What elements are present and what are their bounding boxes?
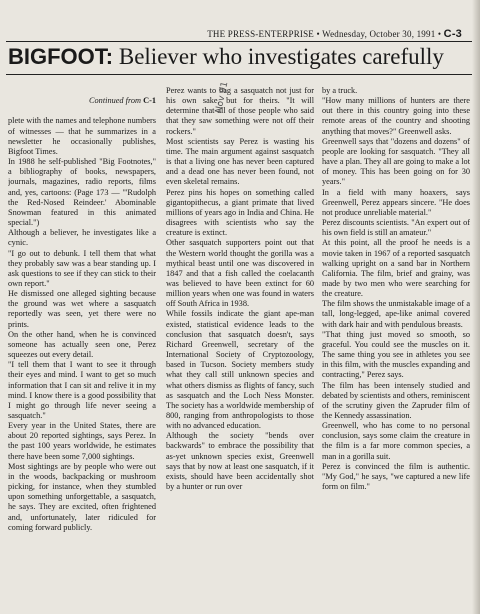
article-column-2: Perez wants to bag a sasquatch not just for his own sake, but for theirs. "It will determine that all of those people who said that they saw something were not off their rockers." Most scientists say Perez is wasting his time. The main argument against sasquatch is that a living one has never been captured and a dead one has never been found, not even skeletal remains. Perez pins his hopes on something called gigantopithecus, a giant primate that lived millions of years ago in India and China. He disagrees with scientists who say the creature is extinct. Other sasquatch supporters point out that the Western world thought the gorilla was a mythical beast until one was discovered in 1847 and that a fish called the coelacanth was believed to have been extinct for 60 million years when one was found in waters off South Africa in 1938. While fossils indicate the giant ape-man existed, statistical evidence leads to the conclusion that sasquatch doesn't, says Richard Greenwell, secretary of the International Society of Cryptozoology, based in Tucson. Society members study what they call still unknown species and what others dismiss as flights of fancy, such as sasquatch and the Loch Ness Monster. The society has a worldwide membership of 800, ranging from anthropologists to those with no advanced education. Although the society "bends over backwards" to embrace the possibility that as-yet unknown species exist, Greenwell says that by now at least one sasquatch, if it exists, should have been accidentally shot by a hunter or run over (166, 86, 314, 492)
headline (8, 44, 472, 70)
column-1-text: plete with the names and telephone numbers of witnesses — that he summarizes in a newsletter he occasionally publishes, Bigfoot Times. In 1988 he self-published "Big Footnotes," a bibliography of books, newspapers, journals, magazines, radio reports, films and, yes, cartoons: (Page 173 — "'Rudolph the Red-Nosed Reindeer.' Abominable Snowman featured in this animated special.") Although a believer, he investigates like a cynic. "I go out to debunk. I tell them that what they probably saw was a bear standing up. I ask questions to see if they can stick to their own report." He dismissed one alleged sighting because the ground was wet where a sasquatch reportedly was seen, yet there were no prints. On the other hand, when he is convinced someone has actually seen one, Perez squeezes out every detail. "I tell them that I want to see it through their eyes and mind. I want to get so much information that I can sit and relive it in my mind. I know there is a good possibility that I might go through life never seeing a sasquatch." Every year in the United States, there are about 20 reported sightings, says Perez. In the past 100 years worldwide, he estimates there have been some 7,000 sightings. Most sightings are by people who were out in the woods, backpacking or mushroom picking, for instance, when they stumbled upon something unforgettable, a sasquatch, he says. They are excited, often frightened and, unfortunately, later ridiculed for coming forward publicly. (8, 116, 156, 532)
torn-edge (472, 0, 480, 614)
page-number: C-3 (443, 28, 462, 40)
paper-name: THE PRESS-ENTERPRISE (207, 29, 314, 39)
article-column-3: by a truck. "How many millions of hunters are there out there in this country going into these remote areas of the country and shooting anything that moves?" Greenwell asks. Greenwell says that "dozens and dozens" of people are looking for sasquatch. "They all have a plan. They all are going to make a lot of money. This has been going on for 30 years." In a field with many hoaxers, says Greenwell, Perez appears sincere. "He does not produce unreliable material." Perez discounts scientists. "An expert out of his own field is still an amateur." At this point, all the proof he needs is a movie taken in 1967 of a reported sasquatch walking upright on a sand bar in Northern California. The film, brief and grainy, was made by two men who were searching for the creature. The film shows the unmistakable image of a tall, long-legged, ape-like animal covered with dark hair and with pendulous breasts. "That thing just moved so smooth, so graceful. You could see the muscles on it. The same thing you see in athletes you see in this film, with the muscles expanding and contracting," Perez says. The film has been intensely studied and debated by scientists and others, reminiscent of the scrutiny given the Zapruder film of the Kennedy assassination. Greenwell, who has come to no personal conclusion, says some claim the creature in the film is a far more common species, a man in a gorilla suit. Perez is convinced the film is authentic. "My God," he says, "we captured a new life form on film." (322, 86, 470, 492)
masthead-rule (6, 41, 472, 42)
continued-line (8, 96, 156, 106)
masthead-separator: • (437, 29, 444, 39)
article-body (4, 86, 474, 614)
masthead-separator: • (316, 29, 323, 39)
issue-date: Wednesday, October 30, 1991 (322, 29, 436, 39)
masthead (207, 28, 462, 40)
article-column-1 (8, 86, 156, 614)
handwritten-note: Nov 91 (214, 80, 231, 115)
headline-rule (6, 74, 472, 75)
headline-kicker: BIGFOOT: (8, 44, 114, 69)
continued-page: C-1 (143, 96, 156, 106)
continued-label: Continued from (89, 96, 142, 106)
headline-text: Believer who investigates carefully (118, 44, 444, 69)
